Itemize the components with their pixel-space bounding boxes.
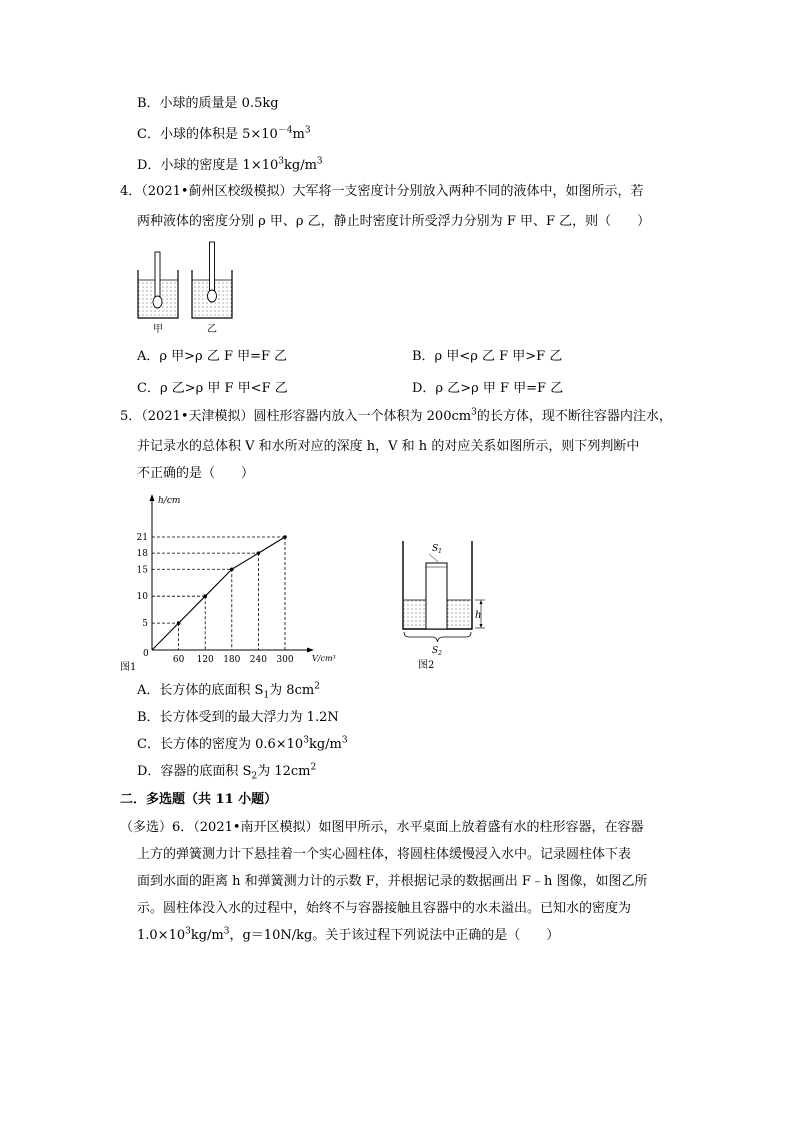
q6-stem-line2: 上方的弹簧测力计下悬挂着一个实心圆柱体，将圆柱体缓慢浸入水中。记录圆柱体下表 xyxy=(137,847,632,862)
y-tick-15: 15 xyxy=(136,565,148,576)
series-line xyxy=(152,537,285,650)
point-300 xyxy=(283,535,287,539)
x-axis-label: V/cm³ xyxy=(312,654,336,663)
q5-option-a: A．长方体的底面积 $S_1$为 $8cm^2$ xyxy=(137,681,320,701)
y-tick-18: 18 xyxy=(136,549,148,560)
s2-label: $S_2$ xyxy=(432,646,442,657)
q4-hydrometer-figure xyxy=(130,238,240,336)
q6-stem-line5: $1.0\times 10^3kg/m^3$，g＝10N/kg。关于该过程下列说法中正确的是（ ） xyxy=(137,926,560,943)
x-tick-180: 180 xyxy=(223,655,241,665)
x-tick-300: 300 xyxy=(276,655,294,665)
y-tick-10: 10 xyxy=(136,592,148,603)
q6-stem-line4: 示。圆柱体没入水的过程中，始终不与容器接触且容器中的水未溢出。已知水的密度为 xyxy=(137,901,632,916)
q6-stem-line1: （多选）6．（2021•南开区模拟）如图甲所示，水平桌面上放着盛有水的柱形容器，在容器 xyxy=(120,820,644,835)
q5-option-d: D．容器的底面积 $S_2$为 $12cm^2$ xyxy=(137,762,317,782)
q5-stem-line3: 不正确的是（ ） xyxy=(137,466,255,481)
water-right xyxy=(447,600,471,628)
water-left xyxy=(404,600,426,628)
q5-stem-line2: 并记录水的总体积 V 和水所对应的深度 h，V 和 h 的对应关系如图所示，则下列判断中 xyxy=(137,439,640,454)
q3-option-b: B．小球的质量是 0.5kg xyxy=(137,96,279,111)
x-axis-arrow xyxy=(307,648,314,653)
section-heading: 二．多选题（共 11 小题） xyxy=(120,792,278,807)
point-120 xyxy=(203,594,207,598)
block xyxy=(426,563,447,629)
q5-option-c: C．长方体的密度为 $0.6\times 10^3kg/m^3$ xyxy=(137,735,348,752)
point-240 xyxy=(257,551,261,555)
q5-stem-line1: 5．（2021•天津模拟）圆柱形容器内放入一个体积为 $200cm^3$的长方体，现不断往容器内注水， xyxy=(120,407,672,424)
fig-label-jia: 甲 xyxy=(153,324,163,335)
q5-vh-chart xyxy=(120,490,350,675)
q4-stem-line1: 4．（2021•蓟州区校级模拟）大军将一支密度计分别放入两种不同的液体中，如图所示，若 xyxy=(120,184,644,199)
q3-option-c: C．小球的体积是 $5\times 10^{-4}m^3$ xyxy=(137,125,311,142)
q5-option-b: B．长方体受到的最大浮力为 1.2N xyxy=(137,710,339,725)
beaker-right xyxy=(192,242,232,318)
y-tick-21: 21 xyxy=(136,533,148,543)
y-axis-arrow xyxy=(150,494,155,501)
x-tick-60: 60 xyxy=(172,655,185,665)
q5-container-figure xyxy=(395,536,505,671)
q4-option-d: D．ρ 乙>ρ 甲 F 甲=F 乙 xyxy=(412,381,564,396)
x-tick-120: 120 xyxy=(196,655,214,665)
q3-option-d: D．小球的密度是 $1\times 10^3kg/m^3$ xyxy=(137,156,323,173)
beaker-left xyxy=(138,252,178,318)
q4-option-c: C．ρ 乙>ρ 甲 F 甲<F 乙 xyxy=(137,381,288,396)
x-tick-240: 240 xyxy=(249,655,267,665)
y-axis-label: h/cm xyxy=(158,496,181,506)
q4-option-a: A．ρ 甲>ρ 乙 F 甲=F 乙 xyxy=(137,349,288,364)
fig2-label: 图2 xyxy=(418,660,435,671)
fig1-label: 图1 xyxy=(120,662,137,673)
y-tick-5: 5 xyxy=(142,619,148,630)
s1-label: $S_1$ xyxy=(432,544,442,555)
point-180 xyxy=(230,567,234,571)
h-label: h xyxy=(475,610,482,621)
q6-stem-line3: 面到水面的距离 h 和弹簧测力计的示数 F，并根据记录的数据画出 F﹣h 图像，如图乙所 xyxy=(137,874,648,889)
fig-label-yi: 乙 xyxy=(207,324,217,335)
point-60 xyxy=(177,621,181,625)
q4-stem-line2: 两种液体的密度分别 ρ 甲、ρ 乙，静止时密度计所受浮力分别为 F 甲、F 乙，则（ ） xyxy=(137,214,651,229)
q4-option-b: B．ρ 甲<ρ 乙 F 甲>F 乙 xyxy=(412,349,563,364)
origin-label: 0 xyxy=(143,649,149,659)
